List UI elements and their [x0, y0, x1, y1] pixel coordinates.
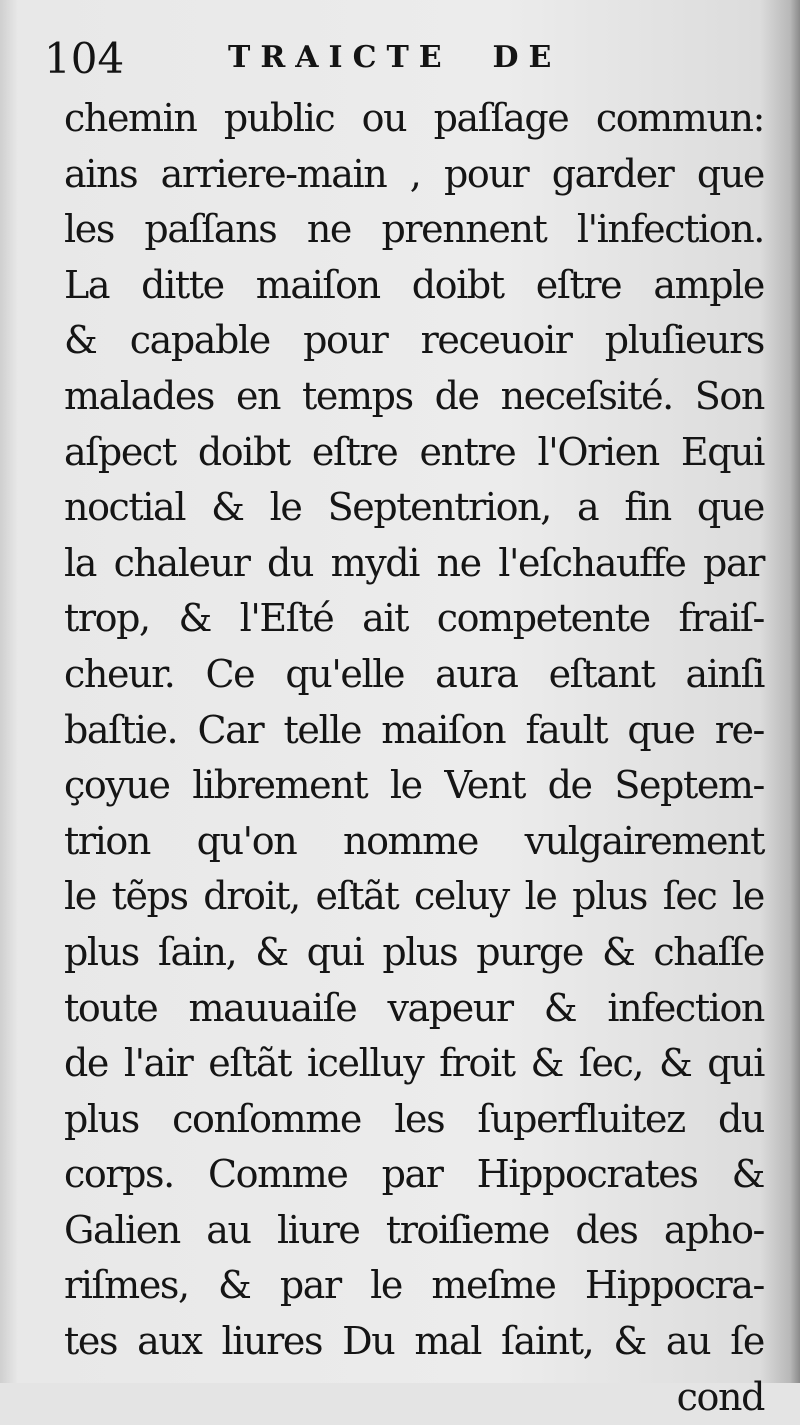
text-line: noctial & le Septentrion, a fin que — [64, 485, 764, 530]
text-line: aſpect doibt eſtre entre l'Orien Equi — [64, 429, 764, 474]
text-line: malades en temps de neceſsité. Son — [64, 373, 764, 418]
text-line: la chaleur du mydi ne l'eſchauffe par — [64, 540, 764, 585]
page-header — [0, 34, 800, 90]
text-line: La ditte maiſon doibt eſtre ample — [64, 262, 764, 307]
text-line: plus conſomme les ſuperfluitez du — [64, 1096, 764, 1141]
text-line: riſmes, & par le meſme Hippocra- — [64, 1263, 764, 1308]
text-line: trop, & l'Eſté ait competente fraiſ- — [64, 596, 764, 641]
text-line: Galien au liure troiſieme des apho- — [64, 1207, 764, 1252]
text-line: tes aux liures Du mal ſaint, & au ſe — [64, 1319, 764, 1364]
text-line: çoyue librement le Vent de Septem- — [64, 763, 764, 808]
text-line: ains arriere-main , pour garder que — [64, 151, 764, 196]
text-line: de l'air eſtãt icelluy froit & ſec, & qui — [64, 1041, 764, 1086]
text-line: plus ſain, & qui plus purge & chaſſe — [64, 929, 764, 974]
text-line: trion qu'on nomme vulgairement — [64, 818, 764, 863]
running-head: TRAICTE DE — [228, 40, 562, 75]
page-number: 104 — [44, 34, 125, 83]
text-line: baſtie. Car telle maiſon fault que re- — [64, 707, 764, 752]
body-text — [64, 91, 764, 1425]
text-line: cheur. Ce qu'elle aura eſtant ainſi — [64, 651, 764, 696]
text-line: les paſſans ne prennent l'infection. — [64, 207, 764, 252]
text-line: corps. Comme par Hippocrates & — [64, 1152, 764, 1197]
text-line: & capable pour receuoir pluſieurs — [64, 318, 764, 363]
catchword: cond — [676, 1374, 764, 1419]
text-line: chemin public ou paſſage commun: — [64, 96, 764, 140]
text-line: toute mauuaiſe vapeur & infection — [64, 985, 764, 1030]
text-line: le tẽps droit, eſtãt celuy le plus ſec le — [64, 874, 764, 919]
